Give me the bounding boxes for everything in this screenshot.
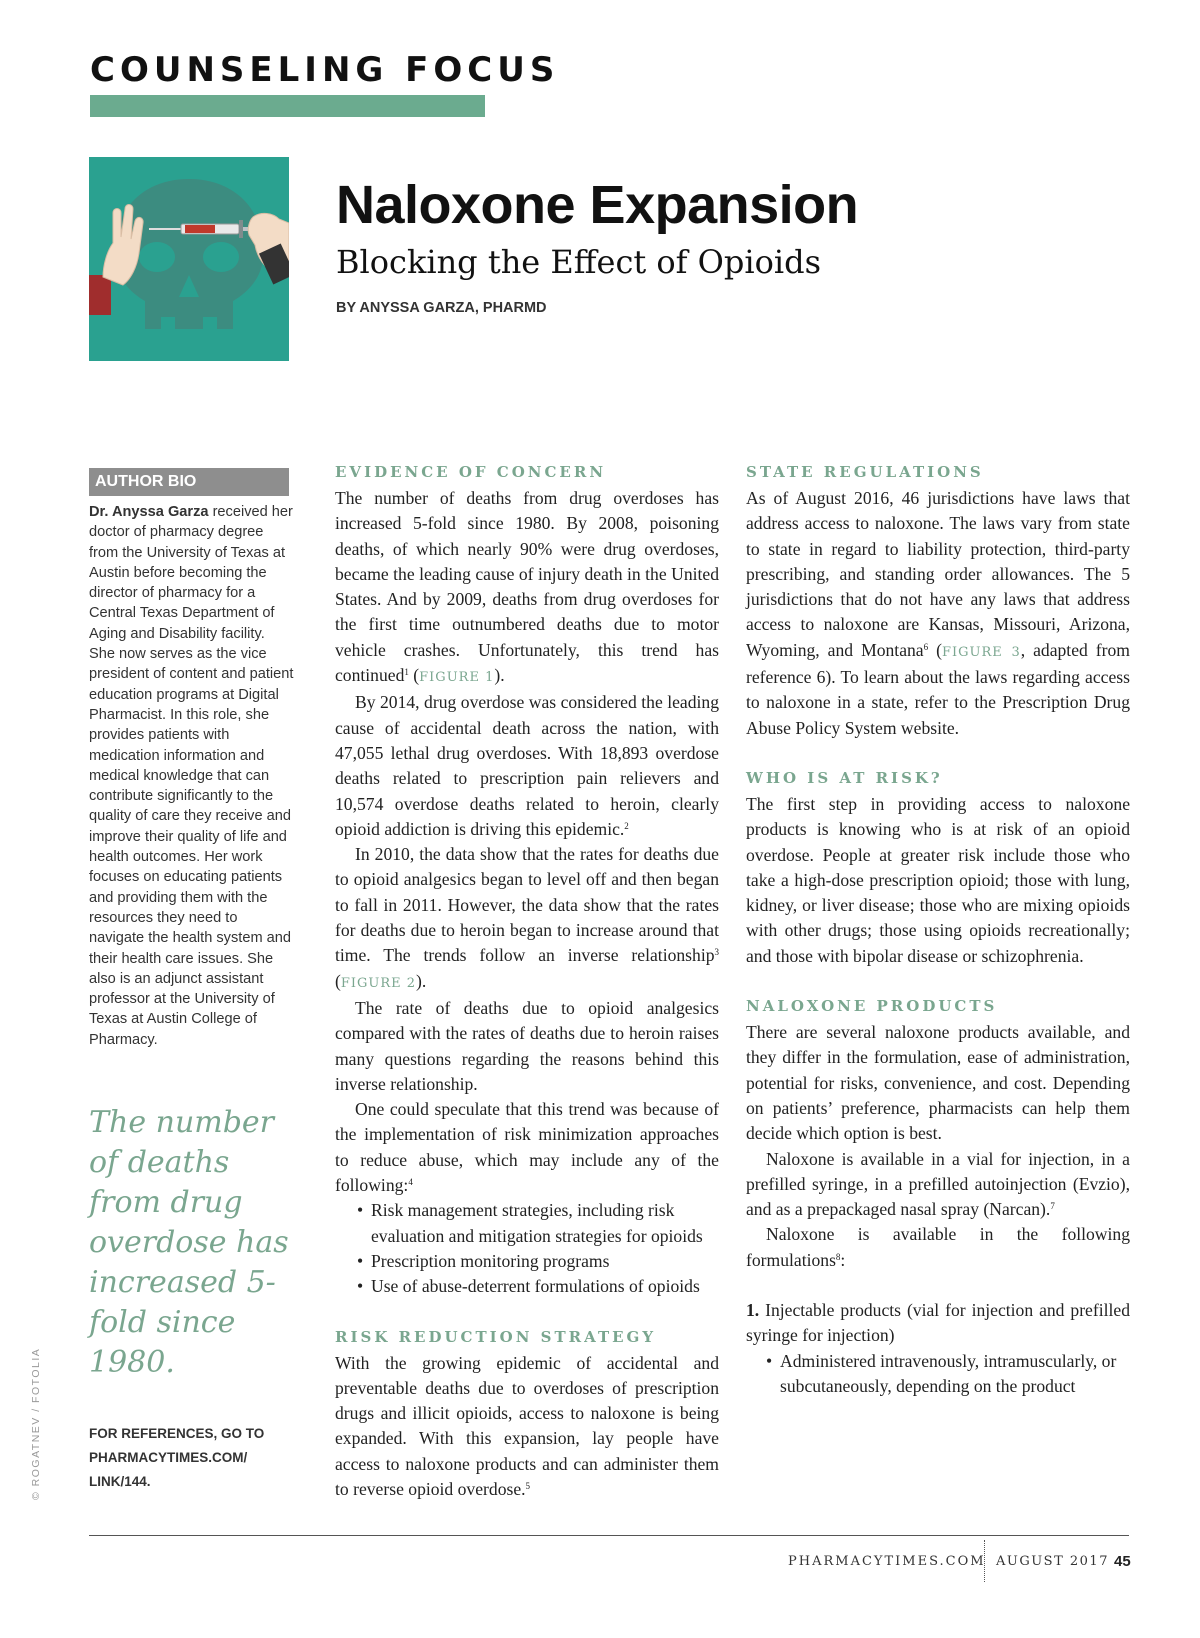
- paragraph: The first step in providing access to naloxone products is knowing who is at risk of an opioid overdose. People at greater risk include those who take a high-dose prescription opioid; those with lung, kidney, or liver disease; those who are mixing opioids with other drugs; those using opioids recreationally; and those with bipolar disease or schizophrenia.: [746, 793, 1130, 966]
- author-bio-heading: AUTHOR BIO: [89, 468, 289, 496]
- photo-credit-text: © ROGATNEV / FOTOLIA: [30, 1347, 42, 1500]
- illustration-svg: [89, 157, 289, 361]
- figure-ref[interactable]: FIGURE 1: [419, 670, 495, 686]
- page-number: 45: [1114, 1553, 1131, 1570]
- article-column-right: [746, 460, 1130, 1399]
- section-heading-risk-reduction: RISK REDUCTION STRATEGY: [335, 1327, 657, 1346]
- footnote-ref: 8: [835, 1251, 841, 1262]
- author-name: Dr. Anyssa Garza: [89, 504, 209, 520]
- paragraph: There are several naloxone products available, and they differ in the formulation, ease of administration, potential for risks, convenience, and cost. Depending on patients’ preference, pharmacists can help them decide which option is best.: [746, 1022, 1130, 1144]
- footer-site[interactable]: PHARMACYTIMES.COM: [788, 1554, 986, 1569]
- list-item: • Use of abuse-deterrent formulations of opioids: [357, 1274, 719, 1299]
- figure-ref[interactable]: FIGURE 2: [340, 975, 417, 991]
- paragraph: [335, 690, 719, 842]
- text: With the growing epidemic of accidental and preventable deaths due to overdoses of prescription drugs and illicit opioids, access to naloxone is being expanded. With this expansion, lay people have access to naloxone products and can administer them to reverse opioid overdose.: [335, 1352, 719, 1499]
- list-item: • Risk management strategies, including risk evaluation and mitigation strategies for opioids: [357, 1198, 719, 1249]
- author-bio: [89, 502, 294, 1050]
- section-heading-evidence: EVIDENCE OF CONCERN: [335, 463, 607, 481]
- skull-right-eye: [203, 242, 239, 272]
- paragraph: [335, 1097, 719, 1198]
- paragraph: [746, 1222, 1130, 1273]
- text: One could speculate that this trend was because of the implementation of risk minimization approaches to reduce abuse, which may include any of the following:: [335, 1099, 719, 1196]
- references-note: [89, 1422, 299, 1494]
- text: In 2010, the data show that the rates for deaths due to opioid analgesics began to level off and then began to fall in 2011. However, the data show that the rates for deaths due to heroin began to increase around that time. The trends follow an inverse relationship: [335, 844, 719, 966]
- footer-separator: [984, 1540, 985, 1582]
- numbered-item: [746, 1298, 1130, 1349]
- section-heading-naloxone-products: NALOXONE PRODUCTS: [746, 997, 998, 1016]
- text: Naloxone is available in the following formulations: [746, 1224, 1130, 1270]
- footnote-ref: 1: [404, 667, 409, 678]
- references-link-suffix: LINK/144.: [89, 1474, 151, 1489]
- paragraph: [335, 1351, 719, 1503]
- text: Injectable products (vial for injection and prefilled syringe for injection): [746, 1300, 1130, 1346]
- paragraph: [746, 486, 1130, 741]
- footnote-ref: 4: [408, 1177, 413, 1188]
- text: Naloxone is available in a vial for injection, in a prefilled syringe, in a prefilled autoinjection (Evzio), and as a prepackaged nasal spray (Narcan).: [746, 1148, 1130, 1220]
- page-subtitle: Blocking the Effect of Opioids: [336, 243, 822, 281]
- text: The number of deaths from drug overdoses has increased 5-fold since 1980. By 2008, poisoning deaths, of which nearly 90% were drug overdoses, became the leading cause of injury death in the United States. And by 2009, deaths from drug overdoses for the first time outnumbered deaths due to motor vehicle crashes. Unfortunately, this trend has continued: [335, 488, 719, 686]
- text: By 2014, drug overdose was considered the leading cause of accidental death across the nation, with 47,055 lethal drug overdoses. With 18,893 overdose deaths related to prescription pain relievers and 10,574 overdose deaths related to heroin, clearly opioid addiction is driving this epidemic.: [335, 692, 719, 839]
- references-line: FOR REFERENCES, GO TO: [89, 1426, 265, 1441]
- byline: BY ANYSSA GARZA, PHARMD: [336, 300, 547, 316]
- footnote-ref: 3: [714, 947, 719, 958]
- text: ).: [494, 665, 505, 686]
- article-column-middle: [335, 460, 719, 1502]
- text: (: [335, 970, 341, 991]
- list-item: • Administered intravenously, intramuscularly, or subcutaneously, depending on the product: [766, 1349, 1130, 1400]
- text: As of August 2016, 46 jurisdictions have laws that address access to naloxone. The laws vary from state to state in regard to liability protection, third-party prescribing, and standing order allowances. The 5 jurisdictions that do not have any laws that address access to naloxone are Kansas, Missouri, Arizona, Wyoming, and Montana: [746, 488, 1130, 660]
- text: (: [408, 665, 420, 686]
- section-accent-bar: [90, 95, 485, 117]
- section-heading-who-at-risk: WHO IS AT RISK?: [746, 768, 943, 787]
- skull-left-eye: [139, 242, 175, 272]
- footnote-ref: 6: [923, 641, 929, 652]
- bullet-list: [335, 1198, 719, 1299]
- sub-bullet-list: [746, 1349, 1130, 1400]
- section-heading-state-regulations: STATE REGULATIONS: [746, 463, 984, 481]
- list-number: 1.: [746, 1300, 760, 1321]
- text: :: [840, 1249, 846, 1270]
- photo-credit: [30, 1347, 42, 1510]
- section-label: COUNSELING FOCUS: [90, 50, 560, 90]
- paragraph: [335, 486, 719, 690]
- footer-rule: [89, 1535, 1129, 1536]
- author-bio-text: received her doctor of pharmacy degree from the University of Texas at Austin before becoming the director of pharmacy for a Central Texas Department of Aging and Disability facility. She now serves as the vice president of content and patient education programs at Digital Pharmacist. In this role, she provides patients with medication information and medical knowledge that can contribute significantly to the quality of care they receive and improve their quality of life and health outcomes. Her work focuses on educating patients and providing them with the resources they need to navigate the health system and their health care issues. She also is an adjunct assistant professor at the University of Texas at Austin College of Pharmacy.: [89, 504, 294, 1048]
- footnote-ref: 2: [624, 820, 629, 831]
- page-title: Naloxone Expansion: [336, 175, 859, 235]
- pull-quote: The number of deaths from drug overdose has increased 5-fold since 1980.: [89, 1105, 289, 1380]
- text: ).: [416, 970, 427, 991]
- footnote-ref: 7: [1050, 1201, 1055, 1212]
- text: (: [928, 639, 942, 660]
- references-link[interactable]: PHARMACYTIMES.COM/: [89, 1450, 248, 1465]
- figure-ref[interactable]: FIGURE 3: [941, 644, 1021, 660]
- footer-date: AUGUST 2017: [996, 1554, 1109, 1569]
- paragraph: [335, 842, 719, 996]
- paragraph: The rate of deaths due to opioid analgesics compared with the rates of deaths due to heroin raises many questions regarding the reasons behind this inverse relationship.: [335, 997, 719, 1094]
- hero-illustration: [89, 157, 289, 361]
- text: , adapted from reference 6). To learn about the laws regarding access to naloxone in a state, refer to the Prescription Drug Abuse Policy System website.: [746, 639, 1130, 738]
- list-item: • Prescription monitoring programs: [357, 1249, 719, 1274]
- paragraph: [746, 1147, 1130, 1223]
- footnote-ref: 5: [525, 1480, 531, 1491]
